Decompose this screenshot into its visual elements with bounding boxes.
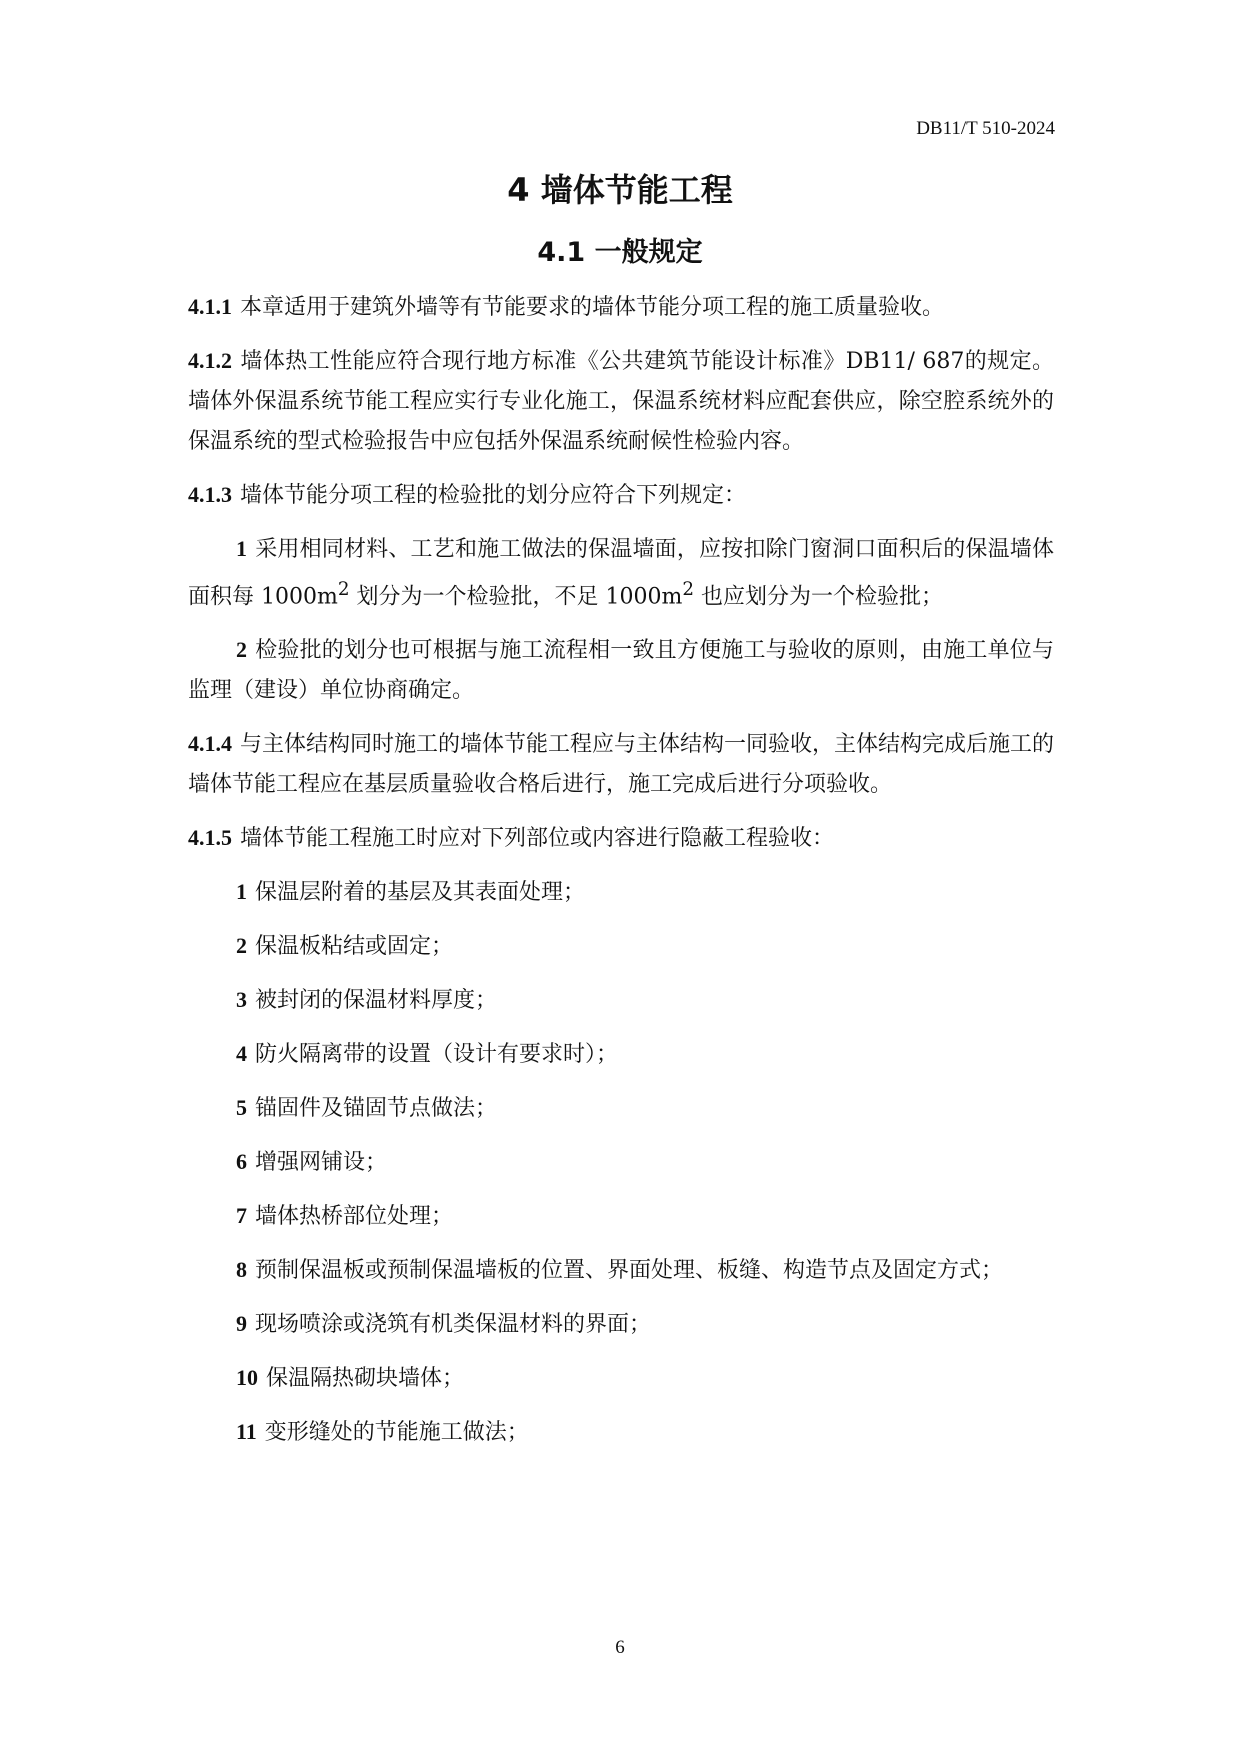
clause-4-1-5-item-8 — [188, 1250, 1054, 1291]
clause-4-1-5-item-2 — [188, 926, 1054, 967]
item-text: 防火隔离带的设置（设计有要求时）； — [255, 1042, 619, 1068]
clause-4-1-3-item-1 — [188, 529, 1054, 617]
item-number: 7 — [236, 1203, 247, 1229]
clause-number: 4.1.3 — [188, 482, 232, 507]
clause-4-1-5-item-10 — [188, 1358, 1054, 1399]
item-number: 2 — [236, 637, 247, 663]
item-text: 被封闭的保温材料厚度； — [255, 988, 498, 1014]
item-number: 10 — [236, 1365, 258, 1391]
clause-text: 墙体热工性能应符合现行地方标准《公共建筑节能设计标准》DB11/ 687的规定。墙体外保温系统节能工程应实行专业化施工，保温系统材料应配套供应，除空腔系统外的保温系统的型式检验报告中应包括外保温系统耐候性检验内容。 — [188, 349, 1054, 454]
item-text: 预制保温板或预制保温墙板的位置、界面处理、板缝、构造节点及固定方式； — [255, 1258, 1004, 1284]
clause-4-1-5-item-4 — [188, 1034, 1054, 1075]
item-text: 现场喷涂或浇筑有机类保温材料的界面； — [255, 1312, 652, 1338]
clause-text: 墙体节能工程施工时应对下列部位或内容进行隐蔽工程验收： — [240, 826, 835, 852]
page-number: 6 — [615, 1637, 625, 1658]
section-title: 4.1 一般规定 — [537, 237, 703, 268]
clause-4-1-5-item-9 — [188, 1304, 1054, 1345]
item-text: 变形缝处的节能施工做法； — [264, 1420, 529, 1446]
superscript: 2 — [682, 579, 695, 600]
superscript: 2 — [337, 579, 350, 600]
clause-number: 4.1.5 — [188, 825, 232, 851]
clause-text: 与主体结构同时施工的墙体节能工程应与主体结构一同验收，主体结构完成后施工的墙体节能工程应在基层质量验收合格后进行，施工完成后进行分项验收。 — [188, 732, 1055, 798]
item-number: 3 — [236, 987, 247, 1013]
item-text: 锚固件及锚固节点做法； — [255, 1096, 498, 1122]
clause-4-1-5-item-11 — [188, 1412, 1054, 1453]
item-text: 采用相同材料、工艺和施工做法的保温墙面，应按扣除门窗洞口面积后的保温墙体面积每 1000m — [188, 537, 1054, 610]
item-number: 1 — [236, 879, 247, 905]
chapter-title: 4 墙体节能工程 — [507, 171, 733, 209]
clause-4-1-5-item-3 — [188, 980, 1054, 1021]
item-number: 6 — [236, 1149, 247, 1175]
item-text: 检验批的划分也可根据与施工流程相一致且方便施工与验收的原则，由施工单位与监理（建设）单位协商确定。 — [188, 638, 1054, 704]
clause-4-1-1 — [188, 287, 1054, 328]
item-text: 墙体热桥部位处理； — [255, 1204, 454, 1230]
clause-text: 本章适用于建筑外墙等有节能要求的墙体节能分项工程的施工质量验收。 — [240, 295, 945, 320]
clause-4-1-3 — [188, 475, 1054, 516]
item-number: 4 — [236, 1041, 247, 1067]
item-text: 划分为一个检验批，不足 1000m — [349, 584, 683, 610]
document-code: DB11/T 510-2024 — [916, 118, 1055, 139]
clause-4-1-5-item-6 — [188, 1142, 1054, 1183]
item-number: 9 — [236, 1311, 247, 1337]
item-text: 增强网铺设； — [255, 1150, 388, 1176]
clause-number: 4.1.2 — [188, 348, 232, 373]
item-number: 8 — [236, 1257, 247, 1283]
clause-4-1-5-item-1 — [188, 872, 1054, 913]
item-number: 1 — [236, 536, 247, 561]
clause-4-1-2 — [188, 341, 1054, 462]
clause-text: 墙体节能分项工程的检验批的划分应符合下列规定： — [240, 483, 747, 508]
clause-4-1-5-item-7 — [188, 1196, 1054, 1237]
document-body — [188, 287, 1054, 1466]
item-text: 保温隔热砌块墙体； — [266, 1366, 465, 1392]
item-text: 保温层附着的基层及其表面处理； — [255, 880, 586, 906]
item-number: 2 — [236, 933, 247, 959]
item-number: 5 — [236, 1095, 247, 1121]
clause-4-1-5 — [188, 818, 1054, 859]
clause-4-1-4 — [188, 724, 1054, 805]
clause-number: 4.1.1 — [188, 294, 232, 319]
clause-4-1-5-item-5 — [188, 1088, 1054, 1129]
item-number: 11 — [236, 1419, 257, 1445]
item-text: 保温板粘结或固定； — [255, 934, 454, 960]
clause-4-1-3-item-2 — [188, 630, 1054, 711]
clause-number: 4.1.4 — [188, 731, 232, 757]
item-text: 也应划分为一个检验批； — [694, 584, 944, 610]
